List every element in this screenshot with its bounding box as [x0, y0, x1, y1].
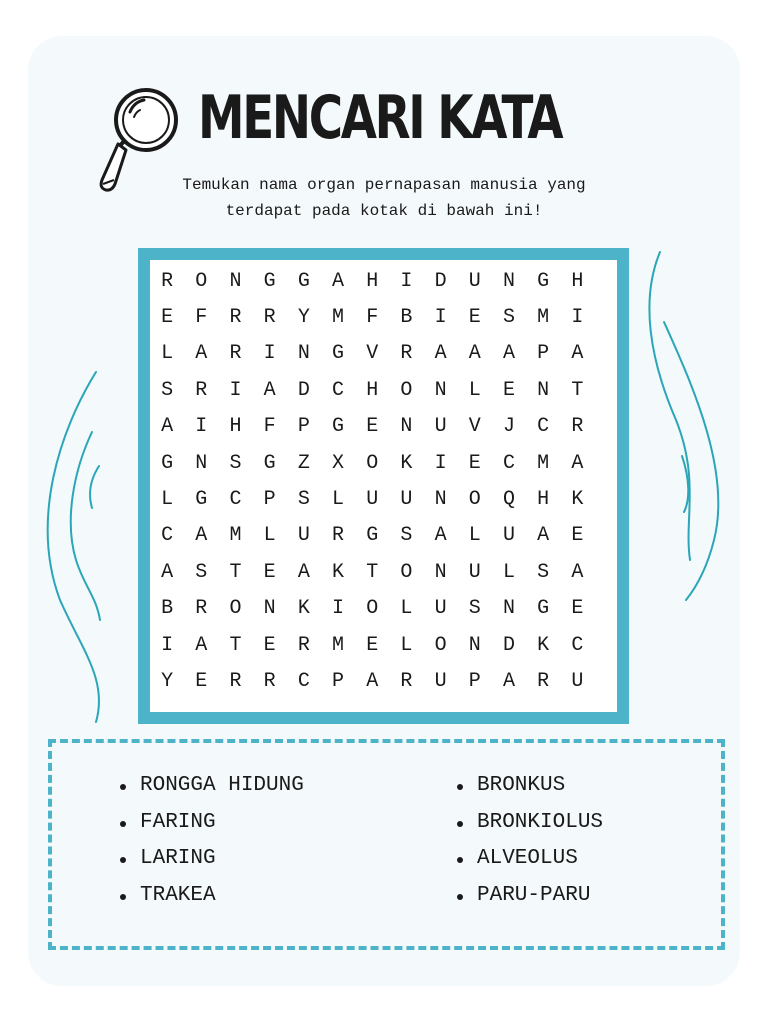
grid-letter[interactable]: D	[502, 633, 515, 657]
grid-letter[interactable]: O	[434, 633, 447, 657]
grid-letter[interactable]: R	[332, 524, 345, 548]
grid-letter[interactable]: A	[571, 560, 584, 584]
grid-letter[interactable]: A	[434, 524, 447, 548]
grid-letter[interactable]: R	[161, 269, 174, 293]
grid-letter[interactable]: R	[263, 669, 276, 693]
grid-letter[interactable]: N	[263, 597, 276, 621]
grid-letter[interactable]: I	[571, 306, 584, 330]
grid-letter[interactable]: M	[332, 306, 345, 330]
grid-letter[interactable]: T	[571, 378, 584, 402]
word-list-item: BRONKIOLUS	[455, 805, 603, 842]
grid-letter[interactable]: R	[229, 669, 242, 693]
grid-letter[interactable]: S	[195, 560, 208, 584]
grid-letter[interactable]: K	[332, 560, 345, 584]
word-search-grid	[150, 263, 606, 700]
grid-letter[interactable]: D	[297, 378, 310, 402]
grid-letter[interactable]: A	[263, 378, 276, 402]
grid-letter[interactable]: C	[332, 378, 345, 402]
grid-letter[interactable]: O	[400, 560, 413, 584]
grid-letter[interactable]: K	[537, 633, 550, 657]
grid-letter[interactable]: R	[297, 633, 310, 657]
grid-letter[interactable]: A	[161, 560, 174, 584]
grid-letter[interactable]: O	[400, 378, 413, 402]
grid-letter[interactable]: E	[571, 597, 584, 621]
grid-letter[interactable]: A	[468, 342, 481, 366]
grid-letter[interactable]: M	[537, 306, 550, 330]
grid-letter[interactable]: T	[229, 560, 242, 584]
grid-letter[interactable]: Q	[502, 488, 515, 512]
grid-letter[interactable]: Z	[297, 451, 310, 475]
grid-letter[interactable]: I	[263, 342, 276, 366]
grid-letter[interactable]: E	[263, 560, 276, 584]
instructions	[120, 172, 648, 224]
grid-letter[interactable]: Y	[297, 306, 310, 330]
grid-letter[interactable]: I	[434, 451, 447, 475]
grid-letter[interactable]: A	[297, 560, 310, 584]
grid-letter[interactable]: N	[297, 342, 310, 366]
grid-letter[interactable]: G	[332, 342, 345, 366]
grid-letter[interactable]: E	[468, 451, 481, 475]
grid-letter[interactable]: U	[434, 597, 447, 621]
grid-letter[interactable]: A	[502, 342, 515, 366]
grid-letter[interactable]: U	[502, 524, 515, 548]
grid-letter[interactable]: G	[263, 451, 276, 475]
grid-letter[interactable]: E	[571, 524, 584, 548]
grid-letter[interactable]: R	[229, 306, 242, 330]
grid-letter[interactable]: T	[229, 633, 242, 657]
grid-letter[interactable]: A	[571, 451, 584, 475]
grid-letter[interactable]: A	[571, 342, 584, 366]
grid-letter[interactable]: V	[366, 342, 379, 366]
grid-letter[interactable]: K	[297, 597, 310, 621]
word-list-item: RONGGA HIDUNG	[118, 768, 304, 805]
grid-letter[interactable]: F	[263, 415, 276, 439]
grid-letter[interactable]: I	[229, 378, 242, 402]
grid-letter[interactable]: M	[229, 524, 242, 548]
grid-letter[interactable]: A	[502, 669, 515, 693]
grid-letter[interactable]: L	[502, 560, 515, 584]
grid-letter[interactable]: A	[195, 524, 208, 548]
grid-letter[interactable]: U	[400, 488, 413, 512]
grid-letter[interactable]: N	[468, 633, 481, 657]
grid-letter[interactable]: A	[434, 342, 447, 366]
grid-letter[interactable]: P	[297, 415, 310, 439]
grid-letter[interactable]: L	[161, 342, 174, 366]
grid-letter[interactable]: G	[263, 269, 276, 293]
grid-letter[interactable]: O	[229, 597, 242, 621]
grid-letter[interactable]: C	[229, 488, 242, 512]
grid-letter[interactable]: S	[229, 451, 242, 475]
grid-letter[interactable]: N	[195, 451, 208, 475]
grid-letter[interactable]: I	[434, 306, 447, 330]
grid-letter[interactable]: U	[434, 415, 447, 439]
grid-letter[interactable]: N	[229, 269, 242, 293]
grid-letter[interactable]: G	[161, 451, 174, 475]
grid-letter[interactable]: L	[332, 488, 345, 512]
grid-letter[interactable]: B	[400, 306, 413, 330]
grid-letter[interactable]: U	[366, 488, 379, 512]
grid-letter[interactable]: L	[468, 524, 481, 548]
grid-letter[interactable]: P	[263, 488, 276, 512]
grid-letter[interactable]: G	[332, 415, 345, 439]
word-list-item: FARING	[118, 805, 304, 842]
grid-letter[interactable]: B	[161, 597, 174, 621]
grid-letter[interactable]: G	[297, 269, 310, 293]
grid-letter[interactable]: E	[366, 415, 379, 439]
page-title: MENCARI KATA	[198, 83, 562, 153]
grid-letter[interactable]: R	[400, 342, 413, 366]
grid-letter[interactable]: S	[161, 378, 174, 402]
grid-letter[interactable]: N	[434, 378, 447, 402]
word-list-right	[455, 768, 603, 914]
grid-letter[interactable]: M	[332, 633, 345, 657]
grid-letter[interactable]: Y	[161, 669, 174, 693]
word-list-item: LARING	[118, 841, 304, 878]
grid-letter[interactable]: I	[161, 633, 174, 657]
grid-letter[interactable]: R	[537, 669, 550, 693]
grid-letter[interactable]: S	[502, 306, 515, 330]
grid-letter[interactable]: G	[195, 488, 208, 512]
grid-letter[interactable]: P	[537, 342, 550, 366]
grid-letter[interactable]: K	[571, 488, 584, 512]
grid-letter[interactable]: J	[502, 415, 515, 439]
grid-letter[interactable]: S	[297, 488, 310, 512]
grid-letter[interactable]: R	[195, 378, 208, 402]
grid-letter[interactable]: T	[366, 560, 379, 584]
grid-letter[interactable]: P	[468, 669, 481, 693]
grid-letter[interactable]: E	[468, 306, 481, 330]
grid-letter[interactable]: E	[263, 633, 276, 657]
grid-letter[interactable]: H	[537, 488, 550, 512]
grid-letter[interactable]: H	[366, 378, 379, 402]
grid-letter[interactable]: N	[502, 269, 515, 293]
word-list-item: PARU-PARU	[455, 878, 603, 915]
grid-letter[interactable]: C	[502, 451, 515, 475]
grid-letter[interactable]: R	[571, 415, 584, 439]
grid-letter[interactable]: C	[571, 633, 584, 657]
word-list-left	[118, 768, 304, 914]
grid-letter[interactable]: R	[229, 342, 242, 366]
grid-letter[interactable]: I	[400, 269, 413, 293]
grid-letter[interactable]: U	[434, 669, 447, 693]
grid-letter[interactable]: V	[468, 415, 481, 439]
grid-letter[interactable]: S	[468, 597, 481, 621]
word-list-item: ALVEOLUS	[455, 841, 603, 878]
grid-letter[interactable]: C	[297, 669, 310, 693]
instructions-line-1: Temukan nama organ pernapasan manusia yang	[182, 176, 586, 194]
grid-letter[interactable]: N	[537, 378, 550, 402]
grid-letter[interactable]: F	[195, 306, 208, 330]
grid-letter[interactable]: R	[195, 597, 208, 621]
grid-letter[interactable]: L	[161, 488, 174, 512]
grid-letter[interactable]: I	[332, 597, 345, 621]
grid-letter[interactable]: I	[195, 415, 208, 439]
grid-letter[interactable]: E	[502, 378, 515, 402]
grid-letter[interactable]: L	[400, 597, 413, 621]
grid-letter[interactable]: H	[366, 269, 379, 293]
grid-letter[interactable]: G	[537, 269, 550, 293]
grid-letter[interactable]: C	[161, 524, 174, 548]
grid-letter[interactable]: A	[161, 415, 174, 439]
grid-letter[interactable]: O	[468, 488, 481, 512]
grid-letter[interactable]: G	[366, 524, 379, 548]
grid-letter[interactable]: O	[366, 451, 379, 475]
grid-letter[interactable]: F	[366, 306, 379, 330]
grid-letter[interactable]: N	[502, 597, 515, 621]
grid-letter[interactable]: O	[366, 597, 379, 621]
grid-letter[interactable]: A	[366, 669, 379, 693]
grid-letter[interactable]: S	[537, 560, 550, 584]
grid-letter[interactable]: L	[263, 524, 276, 548]
grid-letter[interactable]: A	[195, 342, 208, 366]
grid-letter[interactable]: U	[571, 669, 584, 693]
word-list-item: TRAKEA	[118, 878, 304, 915]
grid-letter[interactable]: X	[332, 451, 345, 475]
grid-letter[interactable]: E	[366, 633, 379, 657]
grid-letter[interactable]: H	[571, 269, 584, 293]
grid-letter[interactable]: S	[400, 524, 413, 548]
grid-letter[interactable]: K	[400, 451, 413, 475]
instructions-line-2: terdapat pada kotak di bawah ini!	[225, 202, 543, 220]
grid-letter[interactable]: D	[434, 269, 447, 293]
grid-letter[interactable]: U	[468, 269, 481, 293]
grid-letter[interactable]: A	[195, 633, 208, 657]
grid-letter[interactable]: A	[537, 524, 550, 548]
grid-letter[interactable]: U	[468, 560, 481, 584]
grid-letter[interactable]: C	[537, 415, 550, 439]
grid-letter[interactable]: R	[400, 669, 413, 693]
grid-letter[interactable]: N	[434, 560, 447, 584]
grid-letter[interactable]: L	[400, 633, 413, 657]
word-list-item: BRONKUS	[455, 768, 603, 805]
grid-letter[interactable]: E	[161, 306, 174, 330]
grid-letter[interactable]: O	[195, 269, 208, 293]
grid-letter[interactable]: M	[537, 451, 550, 475]
grid-letter[interactable]: N	[434, 488, 447, 512]
grid-letter[interactable]: L	[468, 378, 481, 402]
grid-letter[interactable]: G	[537, 597, 550, 621]
grid-letter[interactable]: E	[195, 669, 208, 693]
grid-letter[interactable]: P	[332, 669, 345, 693]
grid-letter[interactable]: H	[229, 415, 242, 439]
grid-letter[interactable]: R	[263, 306, 276, 330]
grid-letter[interactable]: A	[332, 269, 345, 293]
grid-letter[interactable]: U	[297, 524, 310, 548]
grid-letter[interactable]: N	[400, 415, 413, 439]
